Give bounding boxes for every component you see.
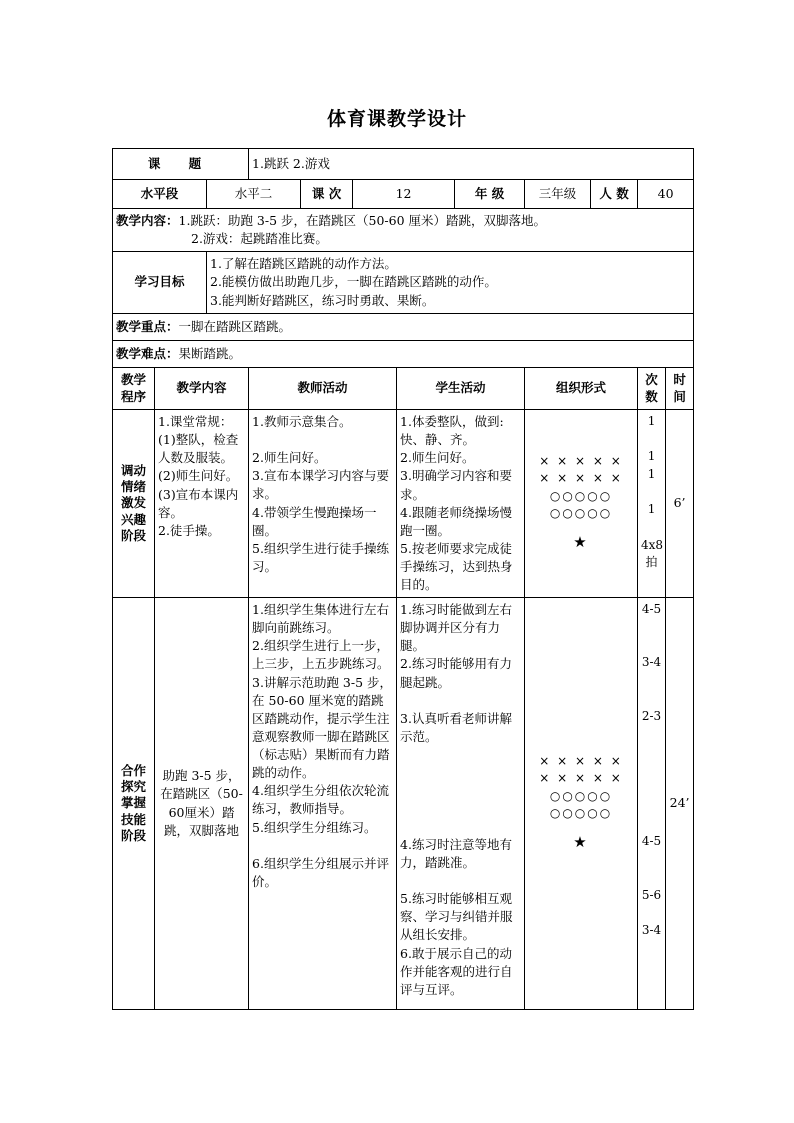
header-row: [113, 368, 694, 410]
goals-label: 学习目标: [113, 252, 207, 314]
stage-1-student-item: 3.明确学习内容和要求。: [400, 468, 512, 502]
stage-1-teacher-item: 3.宣布本课学习内容与要求。: [252, 468, 389, 502]
stage-1-time: 6’: [666, 410, 694, 598]
lesson-plan-table: [112, 148, 694, 1010]
formation-row: ○○○○○: [549, 506, 613, 521]
stage-2-teacher-item: 1.组织学生集体进行左右脚向前跳练习。: [252, 602, 389, 636]
info-row: [113, 180, 694, 209]
topic-label: 课 题: [113, 149, 249, 180]
stage-1-teacher-item: 2.师生问好。: [252, 450, 327, 466]
key-point-label: 教学重点：: [116, 318, 179, 334]
topic-row: [113, 149, 694, 180]
header-teacher: 教师活动: [249, 368, 397, 410]
stage-1-student-item: 5.按老师要求完成徒手操练习，达到热身目的。: [400, 540, 513, 593]
count-value: 5-6: [641, 887, 662, 902]
lesson-value: 12: [353, 180, 455, 209]
difficulty-value: 果断踏跳。: [178, 345, 242, 361]
stage-2-content: 助跑 3-5 步，在踏跳区（50-60厘米）踏跳，双脚落地: [155, 598, 249, 1010]
stage-1-student-item: 1.体委整队，做到:快、静、齐。: [400, 414, 504, 448]
count-value: 1: [647, 414, 656, 428]
stage-1-teacher-item: 1.教师示意集合。: [252, 414, 352, 429]
header-content: 教学内容: [155, 368, 249, 410]
page-title: 体育课教学设计: [326, 108, 467, 130]
goal-item: 3.能判断好踏跳区，练习时勇敢、果断。: [210, 292, 435, 308]
level-value: 水平二: [207, 180, 301, 209]
header-procedure: 教学程序: [113, 368, 155, 410]
stage-1-content-item: (2)师生问好。: [158, 468, 239, 484]
count-value: 1: [647, 502, 656, 517]
level-label: 水平段: [113, 180, 207, 209]
formation-row: ○○○○○: [549, 806, 613, 821]
stage-2-student-item: 1.练习时能做到左右脚协调并区分有力腿。: [400, 602, 512, 654]
stage-1-name: 调动情绪激发兴趣阶段: [113, 410, 155, 598]
grade-label: 年 级: [455, 180, 525, 209]
grade-value: 三年级: [525, 180, 591, 209]
stage-1-content-item: 1.课堂常规：: [158, 414, 233, 429]
count-value: 4-5: [641, 834, 662, 849]
content-line-2: 2.游戏：起跳踏准比赛。: [191, 231, 328, 246]
stage-2-counts: [638, 598, 666, 1010]
stage-2-formation: [525, 598, 638, 1010]
count-value: 4-5: [641, 602, 662, 616]
formation-row: ○○○○○: [549, 788, 613, 803]
stage-1-student-item: 4.跟随老师绕操场慢跑一圈。: [400, 504, 512, 538]
content-line-1: 1.跳跃：助跑 3-5 步，在踏跳区（50-60 厘米）踏跳，双脚落地。: [178, 212, 547, 228]
topic-value: 1.跳跃 2.游戏: [249, 149, 694, 180]
stage-1-student-item: 2.师生问好。: [400, 450, 475, 466]
count-value: 2-3: [641, 708, 662, 723]
stage-1-content-item: 2.徒手操。: [158, 522, 220, 538]
stage-2-row: [113, 598, 694, 1010]
count-value: 3-4: [641, 922, 662, 937]
difficulty-label: 教学难点：: [116, 345, 179, 361]
people-value: 40: [638, 180, 694, 209]
difficulty-row: [113, 341, 694, 368]
stage-1-content-item: (1)整队，检查人数及服装。: [158, 432, 239, 466]
key-point-row: [113, 314, 694, 341]
content-row: [113, 209, 694, 252]
formation-row: × × × × ×: [539, 471, 623, 486]
stage-1-counts: [638, 410, 666, 598]
people-label: 人 数: [591, 180, 638, 209]
count-value: 1: [647, 466, 656, 481]
stage-1-teacher-item: 5.组织学生进行徒手操练习。: [252, 540, 389, 574]
content-label: 教学内容：: [116, 212, 179, 228]
header-student: 学生活动: [397, 368, 525, 410]
goal-item: 2.能模仿做出助跑几步，一脚在踏跳区踏跳的动作。: [210, 274, 497, 290]
header-form: 组织形式: [525, 368, 638, 410]
stage-2-teacher-item: 6.组织学生分组展示并评价。: [252, 855, 389, 889]
count-value: 3-4: [641, 655, 662, 670]
key-point-value: 一脚在踏跳区踏跳。: [178, 318, 292, 334]
stage-2-teacher-item: 3.讲解示范助跑 3-5 步，在 50-60 厘米宽的踏跳区踏跳动作，提示学生注意观察教师一脚在踏跳区（标志贴）果断而有力踏跳的动作。: [252, 674, 393, 781]
goals-row: [113, 252, 694, 314]
formation-row: × × × × ×: [539, 771, 623, 786]
header-time: 时间: [666, 368, 694, 410]
stage-1-content-item: (3)宣布本课内容。: [158, 486, 239, 520]
teacher-star-icon: ★: [573, 833, 589, 852]
lesson-label: 课 次: [301, 180, 353, 209]
formation-row: ○○○○○: [549, 488, 613, 503]
stage-2-teacher-item: 4.组织学生分组依次轮流练习，教师指导。: [252, 783, 389, 817]
stage-2-time: 24’: [666, 598, 694, 1010]
count-value: 1: [647, 449, 656, 464]
stage-2-student-item: 5.练习时能够相互观察、学习与纠错并服从组长安排。: [400, 891, 513, 943]
stage-1-formation: [525, 410, 638, 598]
stage-2-name: 合作探究掌握技能阶段: [113, 598, 155, 1010]
stage-2-student-item: 3.认真听看老师讲解示范。: [400, 710, 512, 744]
stage-2-teacher-item: 5.组织学生分组练习。: [252, 819, 377, 835]
stage-2-student-item: 6.敢于展示自己的动作并能客观的进行自评与互评。: [400, 945, 513, 997]
header-count: 次数: [638, 368, 666, 410]
stage-1-row: [113, 410, 694, 598]
goal-item: 1.了解在踏跳区踏跳的动作方法。: [210, 256, 397, 272]
stage-1-teacher-item: 4.带领学生慢跑操场一圈。: [252, 504, 377, 538]
teacher-star-icon: ★: [573, 533, 589, 552]
stage-2-student-item: 2.练习时能够用有力腿起跳。: [400, 656, 512, 690]
stage-2-student-item: 4.练习时注意等地有力，踏跳准。: [400, 836, 512, 870]
count-value: 4x8拍: [641, 537, 664, 569]
formation-row: × × × × ×: [539, 453, 623, 468]
stage-2-teacher-item: 2.组织学生进行上一步，上三步，上五步跳练习。: [252, 638, 390, 672]
formation-row: × × × × ×: [539, 753, 623, 768]
